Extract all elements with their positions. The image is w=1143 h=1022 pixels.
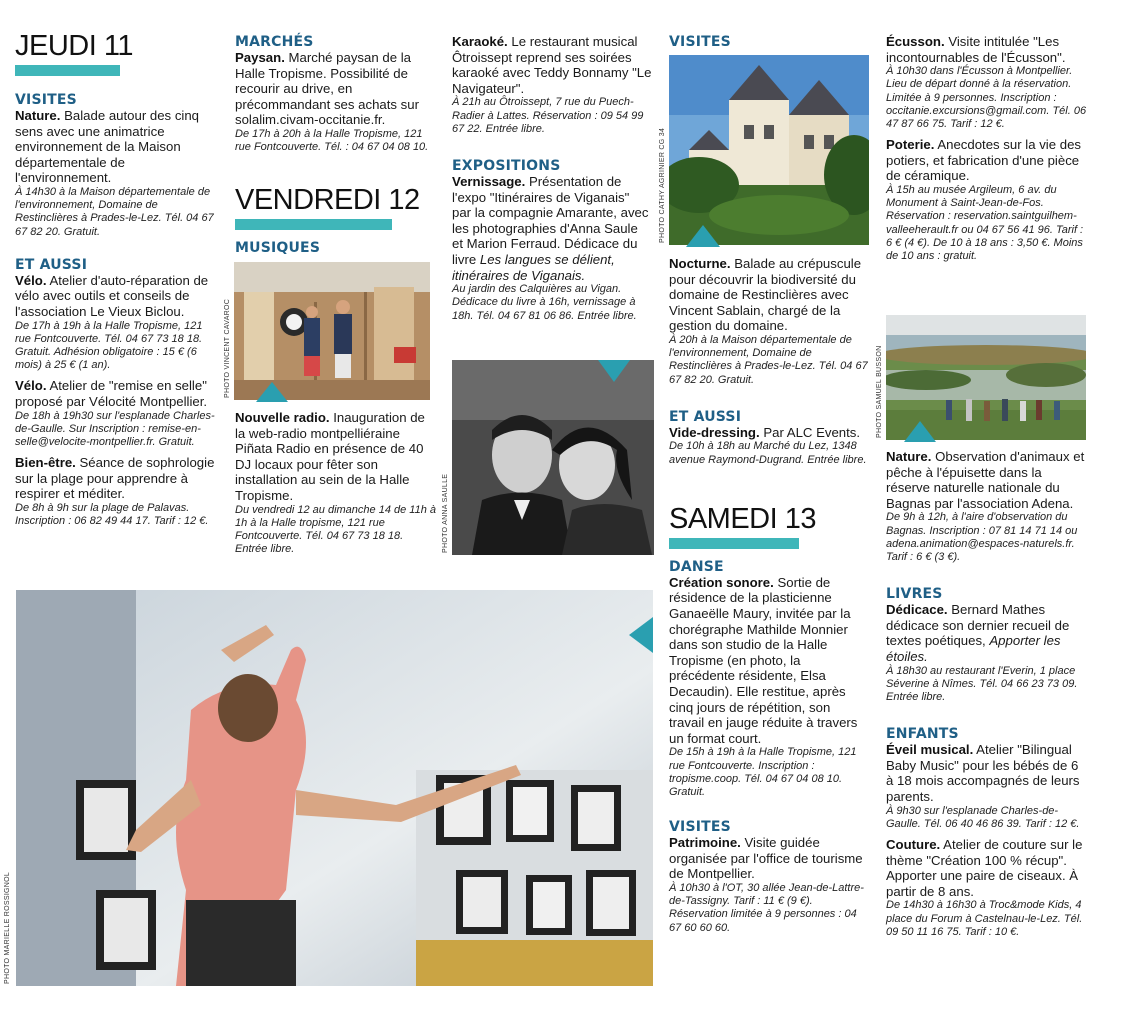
photo-couple-vintage bbox=[452, 360, 654, 555]
event-patrimoine: Patrimoine. Visite guidée organisée par l'office de tourisme de Montpellier. bbox=[669, 835, 863, 882]
column-vendredi-2 bbox=[235, 410, 438, 556]
column-vendredi-3 bbox=[452, 30, 652, 323]
event-dedicace-info: À 18h30 au restaurant l'Everin, 1 place Séverine à Nîmes. Tél. 04 66 23 73 09. Entrée libre. bbox=[886, 664, 1078, 703]
day-rule bbox=[15, 65, 120, 76]
event-dedicace: Dédicace. Bernard Mathes dédicace son dernier recueil de textes poétiques, Apporter les étoiles. bbox=[886, 602, 1070, 664]
event-creation-sonore: Création sonore. Sortie de résidence de la plasticienne Ganaeëlle Maury, invitée par la chorégraphe Mathilde Monnier dans son studio de la Halle Tropisme (en photo, la précédente résidente, Elsa Decaudin). Elle restitue, après cinq jours de répétition, son travail en jauge réduite à travers un format court. bbox=[669, 574, 858, 746]
section-marches: MARCHÉS bbox=[235, 34, 314, 50]
event-velo-1-info: De 17h à 19h à la Halle Tropisme, 121 rue Fontcouverte. Tél. 04 67 73 18 18. Gratuit. Adhésion obligatoire : 15 € (6 mois) à 25 € (1 an). bbox=[15, 319, 203, 372]
event-creation-sonore-info: De 15h à 19h à la Halle Tropisme, 121 rue Fontcouverte. Inscription : tropisme.coop. Tél. 04 67 04 08 10. Gratuit. bbox=[669, 746, 857, 798]
event-nature: Nature. Balade autour des cinq sens avec une animatrice environnement de la Maison départementale de l'environnement. bbox=[15, 108, 200, 186]
arrow-left-marker bbox=[629, 617, 653, 653]
event-karaoke-info: À 21h au Ôtroissept, 7 rue du Puech-Radier à Lattes. Réservation : 09 54 99 67 22. Entrée libre. bbox=[452, 96, 644, 135]
event-paysan-info: De 17h à 20h à la Halle Tropisme, 121 rue Fontcouverte. Tél. : 04 67 04 08 10. bbox=[235, 127, 429, 154]
section-visites-samedi: VISITES bbox=[669, 819, 731, 836]
photo-credit-cavaroc: PHOTO VINCENT CAVAROC bbox=[224, 298, 231, 398]
section-danse: DANSE bbox=[669, 558, 724, 575]
column-vendredi-1 bbox=[235, 30, 438, 256]
event-bien-etre-info: De 8h à 9h sur la plage de Palavas. Inscription : 06 82 49 44 17. Tarif : 12 €. bbox=[15, 501, 209, 528]
chateau-image bbox=[669, 55, 869, 245]
event-vide-dressing: Vide-dressing. Par ALC Events. bbox=[669, 424, 861, 440]
column-samedi-right-2 bbox=[886, 449, 1088, 939]
event-nocturne-info: À 20h à la Maison départementale de l'environnement, Domaine de Restinclières à Prades-le-Lez. Tél. 04 67 67 82 20. Gratuit. bbox=[669, 333, 868, 386]
section-enfants: ENFANTS bbox=[886, 726, 959, 743]
photo-credit-agrinier: PHOTO CATHY AGRINIER CG 34 bbox=[659, 127, 666, 243]
section-et-aussi: ET AUSSI bbox=[15, 256, 88, 273]
event-poterie-info: À 15h au musée Argileum, 6 av. du Monument à Saint-Jean-de-Fos. Réservation : reservation.saintguilhem-valleeherault.fr ou 04 67 56 41 96. Tarif : 6 € (4 €). De 10 à 18 ans : 3,50 €. Moins de 10 ans : gratuit. bbox=[886, 183, 1084, 262]
event-vernissage: Vernissage. Présentation de l'expo "Itinéraires de Viganais" par la compagnie Amarante, avec les photographies d'Anna Saule et Marion Ferraud. Dédicace du livre Les langues se délient, itinéraires de Viganais. bbox=[452, 173, 649, 283]
section-musiques: MUSIQUES bbox=[235, 240, 321, 257]
arrow-down-marker bbox=[598, 360, 630, 382]
day-rule bbox=[669, 538, 799, 549]
event-nature-info: À 14h30 à la Maison départementale de l'environnement, Domaine de Restinclières à Prades-le-Lez. Tél. 04 67 67 82 20. Gratuit. bbox=[15, 185, 214, 238]
photo-chateau bbox=[669, 55, 869, 245]
column-jeudi bbox=[15, 30, 218, 528]
studio-scene bbox=[234, 262, 430, 400]
event-vernissage-info: Au jardin des Calquières au Vigan. Dédicace du livre à 16h, vernissage à 18h. Tél. 04 67 81 06 86. Entrée libre. bbox=[452, 283, 637, 322]
couple-image bbox=[452, 360, 654, 555]
event-velo-2-info: De 18h à 19h30 sur l'esplanade Charles-de-Gaulle. Sur Inscription : remise-en-selle@velocite-montpellier.fr. Gratuit. bbox=[15, 409, 215, 448]
day-heading-vendredi: VENDREDI 12 bbox=[235, 184, 420, 217]
event-ecusson: Écusson. Visite intitulée "Les incontournables de l'Écusson". bbox=[886, 34, 1066, 65]
day-heading-jeudi: JEUDI 11 bbox=[15, 30, 133, 62]
event-radio: Nouvelle radio. Inauguration de la web-radio montpelliéraine Piñata Radio en présence de 40 DJ locaux pour fêter son installation au sein de la Halle Tropisme. bbox=[235, 410, 425, 503]
event-velo-1: Vélo. Atelier d'auto-réparation de vélo avec outils et conseils de l'association Le Vieux Biclou. bbox=[15, 272, 209, 319]
arrow-up-marker bbox=[256, 382, 288, 402]
column-samedi bbox=[669, 256, 869, 935]
arrow-up-marker bbox=[686, 225, 720, 247]
event-patrimoine-info: À 10h30 à l'OT, 30 allée Jean-de-Lattre-de-Tassigny. Tarif : 11 € (9 €). Réservation limitée à 9 personnes : 04 67 60 60 60. bbox=[669, 881, 864, 934]
event-couture-info: De 14h30 à 16h30 à Troc&mode Kids, 4 place du Forum à Castelnau-le-Lez. Tél. 09 50 11 16 75. Tarif : 10 €. bbox=[886, 899, 1083, 938]
section-expositions: EXPOSITIONS bbox=[452, 157, 561, 174]
column-samedi-header bbox=[669, 30, 869, 50]
photo-credit-busson: PHOTO SAMUEL BUSSON bbox=[876, 345, 883, 438]
section-et-aussi-vendredi: ET AUSSI bbox=[669, 408, 742, 425]
dancer-image bbox=[16, 590, 653, 986]
event-velo-2: Vélo. Atelier de "remise en selle" proposé par Vélocité Montpellier. bbox=[15, 378, 208, 409]
section-livres: LIVRES bbox=[886, 586, 943, 603]
event-poterie: Poterie. Anecdotes sur la vie des potiers, et fabrication d'une pièce de céramique. bbox=[886, 137, 1081, 184]
event-ecusson-info: À 10h30 dans l'Écusson à Montpellier. Lieu de départ donné à la réservation. Limitée à 9 personnes. Inscription : occitanie.excursions@gmail.com. Tél. 06 47 87 66 75. Tarif : 12 €. bbox=[886, 65, 1087, 130]
section-visites-vendredi: VISITES bbox=[669, 34, 731, 50]
photo-dancer-studio bbox=[16, 590, 653, 986]
event-paysan: Paysan. Marché paysan de la Halle Tropisme. Possibilité de recourir au drive, en précommandant ses achats sur solalim.civam-occitanie.fr. bbox=[235, 50, 419, 128]
column-samedi-right bbox=[886, 30, 1088, 263]
photo-halle-tropisme bbox=[234, 262, 430, 400]
day-rule bbox=[235, 219, 392, 230]
day-heading-samedi: SAMEDI 13 bbox=[669, 502, 816, 535]
event-nature-bagnas: Nature. Observation d'animaux et pêche à l'épuisette dans la réserve naturelle nationale du Bagnas par l'association Adena. bbox=[886, 449, 1085, 511]
event-nocturne: Nocturne. Balade au crépuscule pour découvrir la biodiversité du domaine de Restinclières avec Vincent Sablain, chargé de la gestion du domaine. bbox=[669, 256, 862, 334]
event-vide-dressing-info: De 10h à 18h au Marché du Lez, 1348 avenue Raymond-Dugrand. Entrée libre. bbox=[669, 440, 867, 466]
section-visites: VISITES bbox=[15, 92, 77, 108]
event-nature-bagnas-info: De 9h à 12h, à l'aire d'observation du Bagnas. Inscription : 07 81 14 71 14 ou adena.animation@espaces-naturels.fr. Tarif : 6 € (3 €). bbox=[886, 511, 1078, 563]
photo-credit-saulle: PHOTO ANNA SAULLE bbox=[442, 473, 449, 553]
event-karaoke: Karaoké. Le restaurant musical Ôtroissept reprend ses soirées karaoké avec Teddy Bonnamy "Le Navigateur". bbox=[452, 34, 652, 96]
event-eveil-musical-info: À 9h30 sur l'esplanade Charles-de-Gaulle. Tél. 06 40 46 86 39. Tarif : 12 €. bbox=[886, 804, 1080, 830]
event-eveil-musical: Éveil musical. Atelier "Bilingual Baby Music" pour les bébés de 6 à 18 mois accompagnés de leurs parents. bbox=[886, 742, 1080, 804]
event-radio-info: Du vendredi 12 au dimanche 14 de 11h à 1h à la Halle tropisme, 121 rue Fontcouverte. Tél. 04 67 73 18 18. Entrée libre. bbox=[235, 503, 436, 556]
photo-credit-rossignol: PHOTO MARIELLE ROSSIGNOL bbox=[4, 871, 11, 984]
event-couture: Couture. Atelier de couture sur le thème "Création 100 % récup". Apporter une paire de ciseaux. À partir de 8 ans. bbox=[886, 836, 1083, 899]
event-bien-etre: Bien-être. Séance de sophrologie sur la plage pour apprendre à respirer et méditer. bbox=[15, 455, 215, 502]
arrow-up-marker bbox=[904, 421, 936, 442]
